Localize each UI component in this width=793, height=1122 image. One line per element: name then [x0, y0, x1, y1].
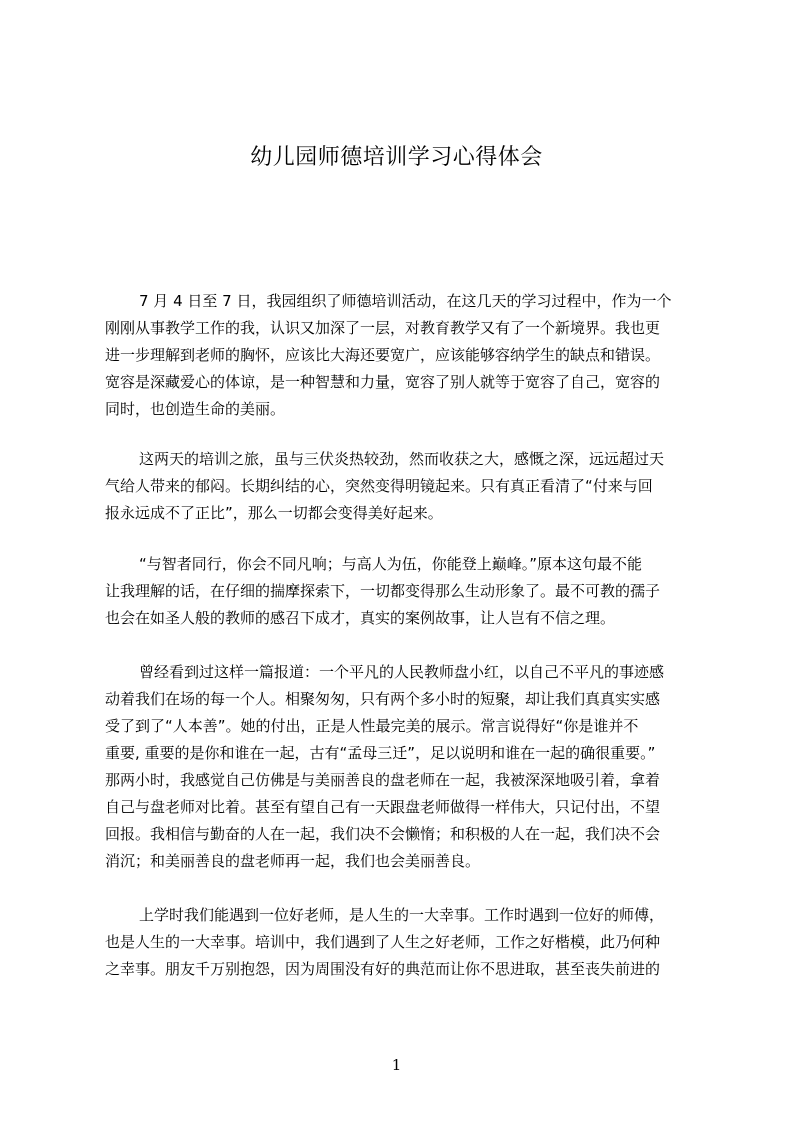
- paragraph-line: 回报。我相信与勤奋的人在一起，我们决不会懒惰；和积极的人在一起，我们决不会: [105, 825, 661, 843]
- paragraph: [105, 288, 697, 423]
- paragraph-line: 让我理解的话，在仔细的揣摩探索下，一切都变得那么生动形象了。最不可教的孺子: [105, 582, 661, 600]
- paragraph-line: 7 月 4 日至 7 日，我园组织了师德培训活动，在这几天的学习过程中，作为一个: [139, 292, 672, 310]
- paragraph: [105, 446, 697, 527]
- paragraph-line: 宽容是深藏爱心的体谅，是一种智慧和力量，宽容了别人就等于宽容了自己，宽容的: [105, 373, 661, 391]
- paragraph-line: 这两天的培训之旅，虽与三伏炎热较劲，然而收获之大，感慨之深，远远超过天: [139, 450, 665, 468]
- paragraph-line: 那两小时，我感觉自己仿佛是与美丽善良的盘老师在一起，我被深深地吸引着，拿着: [105, 771, 661, 789]
- paragraph-line: 气给人带来的郁闷。长期纠结的心，突然变得明镜起来。只有真正看清了“付来与回: [105, 477, 653, 495]
- page-number: 1: [391, 1056, 402, 1074]
- paragraph-line: 也会在如圣人般的教师的感召下成才，真实的案例故事，让人岂有不信之理。: [105, 609, 616, 627]
- paragraph-line: 受了到了“人本善”。她的付出，正是人性最完美的展示。常言说得好“你是谁并不: [105, 717, 639, 735]
- paragraph: [105, 659, 697, 875]
- paragraph-line: 也是人生的一大幸事。培训中，我们遇到了人生之好老师，工作之好楷模，此乃何种: [105, 933, 661, 951]
- paragraph-line: 之幸事。朋友千万别抱怨，因为周围没有好的典范而让你不思进取，甚至丧失前进的: [105, 960, 661, 978]
- paragraph: [105, 902, 697, 983]
- paragraph-line: 重要, 重要的是你和谁在一起，古有“孟母三迁”，足以说明和谁在一起的确很重要。”: [105, 744, 656, 762]
- paragraph-line: “与智者同行，你会不同凡响；与高人为伍，你能登上巅峰。”原本这句最不能: [139, 555, 643, 573]
- paragraph-line: 动着我们在场的每一个人。相聚匆匆，只有两个多小时的短聚，却让我们真真实实感: [105, 690, 661, 708]
- paragraph-line: 消沉；和美丽善良的盘老师再一起，我们也会美丽善良。: [105, 852, 481, 870]
- paragraph-line: 报永远成不了正比”，那么一切都会变得美好起来。: [105, 504, 443, 522]
- paragraph-line: 上学时我们能遇到一位好老师，是人生的一大幸事。工作时遇到一位好的师傅，: [139, 906, 665, 924]
- document-title: 幼儿园师德培训学习心得体会: [250, 145, 543, 170]
- paragraph: [105, 551, 697, 632]
- paragraph-line: 同时，也创造生命的美丽。: [105, 400, 286, 418]
- paragraph-line: 曾经看到过这样一篇报道：一个平凡的人民教师盘小红，以自己不平凡的事迹感: [139, 663, 665, 681]
- paragraph-line: 进一步理解到老师的胸怀，应该比大海还要宽广，应该能够容纳学生的缺点和错误。: [105, 346, 661, 364]
- paragraph-line: 刚刚从事教学工作的我，认识又加深了一层，对教育教学又有了一个新境界。我也更: [105, 319, 661, 337]
- paragraph-line: 自己与盘老师对比着。甚至有望自己有一天跟盘老师做得一样伟大，只记付出，不望: [105, 798, 661, 816]
